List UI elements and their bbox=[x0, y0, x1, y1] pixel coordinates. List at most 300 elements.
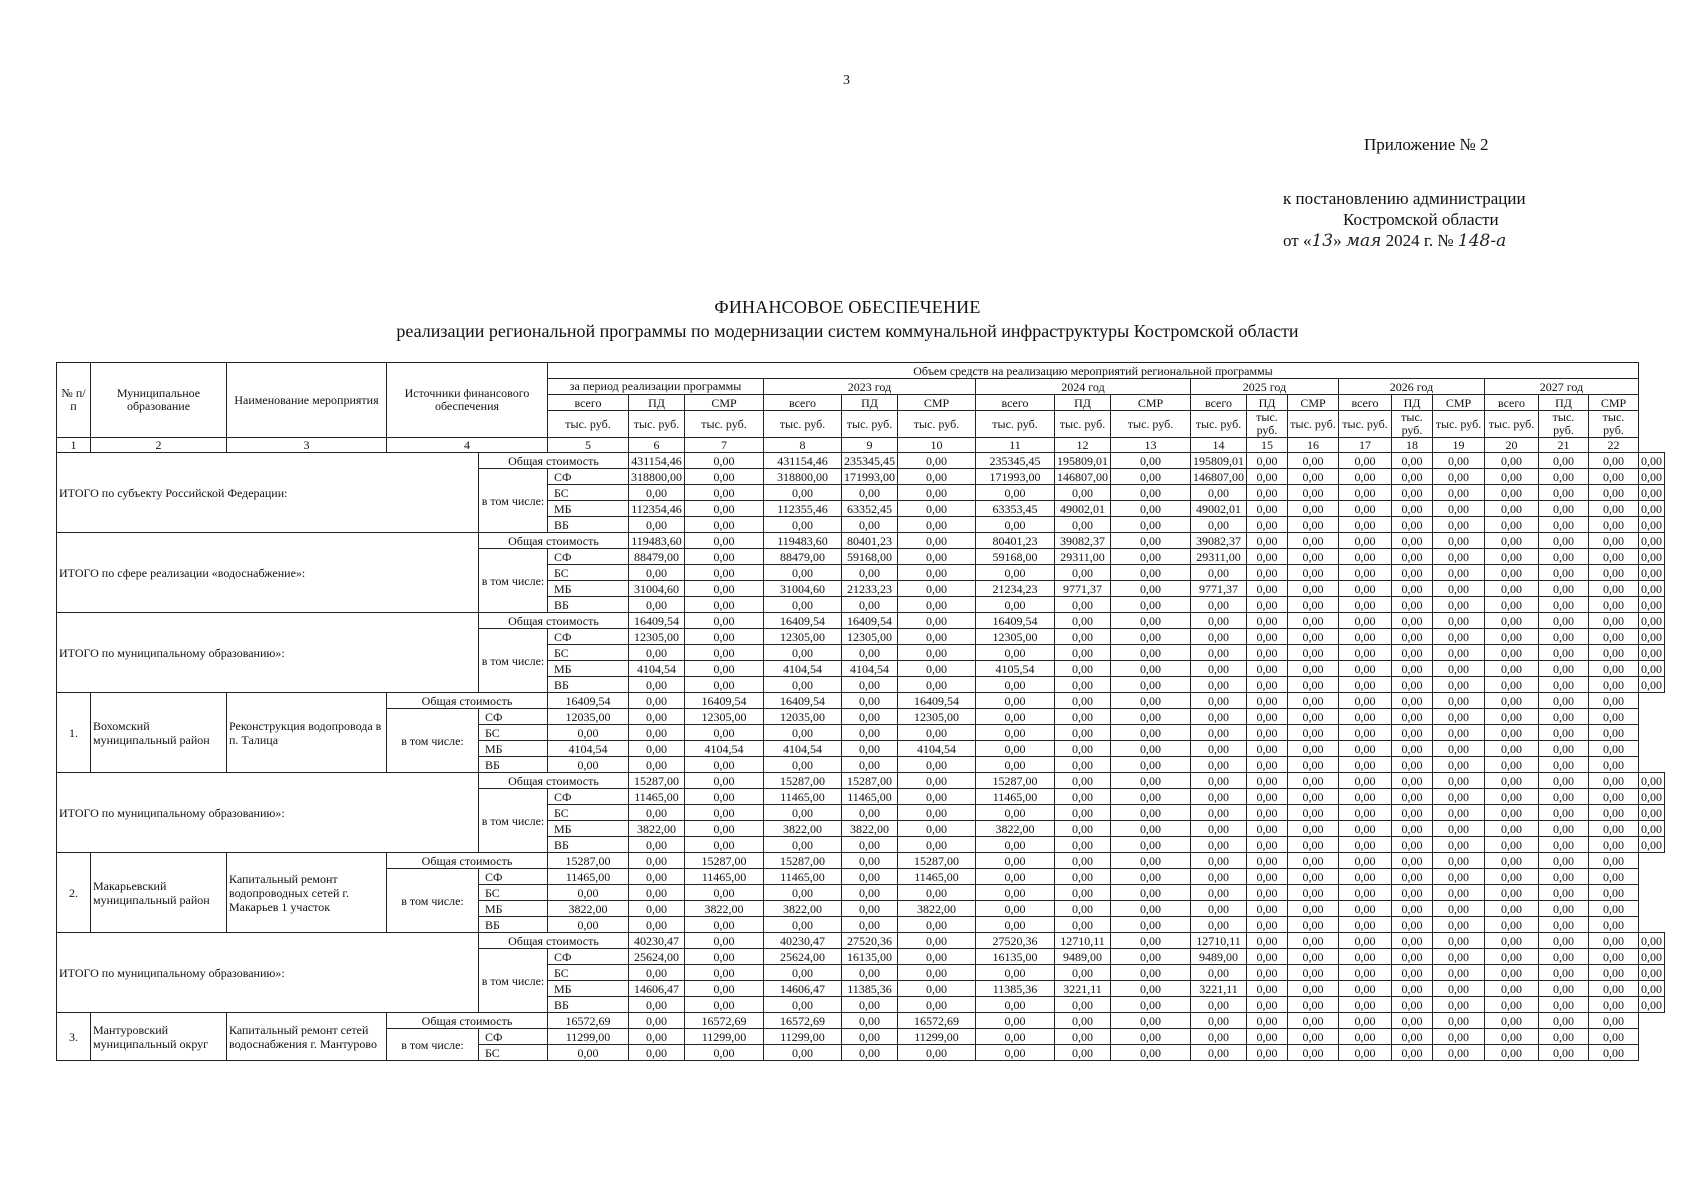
value-cell: 0,00 bbox=[548, 1045, 629, 1061]
value-cell: 0,00 bbox=[842, 869, 898, 885]
value-cell: 39082,37 bbox=[1055, 533, 1111, 549]
source-code: СФ bbox=[479, 869, 548, 885]
column-index: 11 bbox=[976, 438, 1055, 453]
value-cell: 0,00 bbox=[629, 901, 685, 917]
value-cell: 0,00 bbox=[548, 757, 629, 773]
header-unit: тыс. руб. bbox=[976, 411, 1055, 438]
value-cell: 0,00 bbox=[1539, 853, 1589, 869]
value-cell: 0,00 bbox=[898, 469, 976, 485]
value-cell: 0,00 bbox=[1485, 997, 1539, 1013]
value-cell: 0,00 bbox=[1539, 837, 1589, 853]
header-unit: тыс. руб. bbox=[1392, 411, 1433, 438]
header-unit: тыс. руб. bbox=[1288, 411, 1339, 438]
value-cell: 0,00 bbox=[685, 453, 764, 469]
value-cell: 0,00 bbox=[1433, 629, 1485, 645]
value-cell: 0,00 bbox=[1055, 869, 1111, 885]
value-cell: 0,00 bbox=[1589, 469, 1639, 485]
value-cell: 0,00 bbox=[685, 549, 764, 565]
value-cell: 0,00 bbox=[1055, 693, 1111, 709]
value-cell: 0,00 bbox=[685, 661, 764, 677]
document-subtitle: реализации региональной программы по модернизации систем коммунальной инфраструктуры Костромской области bbox=[396, 321, 1299, 341]
value-cell: 0,00 bbox=[1539, 629, 1589, 645]
source-code: ВБ bbox=[548, 997, 629, 1013]
value-cell: 0,00 bbox=[1247, 901, 1288, 917]
value-cell: 0,00 bbox=[1247, 853, 1288, 869]
value-cell: 4104,54 bbox=[685, 741, 764, 757]
value-cell: 0,00 bbox=[1191, 853, 1247, 869]
value-cell: 11465,00 bbox=[898, 869, 976, 885]
value-cell: 0,00 bbox=[1247, 821, 1288, 837]
value-cell: 0,00 bbox=[1485, 581, 1539, 597]
value-cell: 0,00 bbox=[764, 565, 842, 581]
value-cell: 0,00 bbox=[842, 693, 898, 709]
value-cell: 0,00 bbox=[976, 965, 1055, 981]
value-cell: 0,00 bbox=[1539, 933, 1589, 949]
value-cell: 0,00 bbox=[1639, 821, 1665, 837]
value-cell: 0,00 bbox=[1589, 597, 1639, 613]
value-cell: 0,00 bbox=[1639, 661, 1665, 677]
item-number: 3. bbox=[57, 1013, 91, 1061]
value-cell: 0,00 bbox=[1485, 613, 1539, 629]
value-cell: 0,00 bbox=[685, 677, 764, 693]
value-cell: 0,00 bbox=[1539, 997, 1589, 1013]
value-cell: 318800,00 bbox=[629, 469, 685, 485]
header-total: всего bbox=[548, 395, 629, 411]
value-cell: 0,00 bbox=[1589, 661, 1639, 677]
value-cell: 0,00 bbox=[1339, 693, 1392, 709]
header-smr: СМР bbox=[1288, 395, 1339, 411]
value-cell: 0,00 bbox=[629, 741, 685, 757]
value-cell: 0,00 bbox=[1589, 453, 1639, 469]
value-cell: 0,00 bbox=[976, 677, 1055, 693]
value-cell: 0,00 bbox=[1288, 629, 1339, 645]
value-cell: 11385,36 bbox=[842, 981, 898, 997]
header-pd: ПД bbox=[1247, 395, 1288, 411]
value-cell: 0,00 bbox=[1055, 805, 1111, 821]
value-cell: 0,00 bbox=[764, 805, 842, 821]
value-cell: 0,00 bbox=[1288, 485, 1339, 501]
value-cell: 0,00 bbox=[1288, 965, 1339, 981]
column-index: 21 bbox=[1539, 438, 1589, 453]
value-cell: 0,00 bbox=[1485, 469, 1539, 485]
value-cell: 0,00 bbox=[1111, 1013, 1191, 1029]
value-cell: 0,00 bbox=[1288, 917, 1339, 933]
value-cell: 0,00 bbox=[1247, 725, 1288, 741]
source-code: МБ bbox=[548, 501, 629, 517]
header-unit: тыс. руб. bbox=[842, 411, 898, 438]
date-mid: » bbox=[1333, 231, 1346, 250]
value-cell: 0,00 bbox=[1485, 677, 1539, 693]
value-cell: 0,00 bbox=[1433, 821, 1485, 837]
value-cell: 0,00 bbox=[1288, 517, 1339, 533]
value-cell: 0,00 bbox=[1589, 709, 1639, 725]
value-cell: 0,00 bbox=[898, 661, 976, 677]
value-cell: 0,00 bbox=[1247, 837, 1288, 853]
value-cell: 0,00 bbox=[898, 645, 976, 661]
header-municipality: Муниципальное образование bbox=[91, 363, 227, 438]
value-cell: 0,00 bbox=[1055, 613, 1111, 629]
value-cell: 0,00 bbox=[1191, 837, 1247, 853]
value-cell: 0,00 bbox=[1191, 901, 1247, 917]
value-cell: 0,00 bbox=[1485, 965, 1539, 981]
value-cell: 0,00 bbox=[629, 1029, 685, 1045]
value-cell: 3822,00 bbox=[842, 821, 898, 837]
including-label: в том числе: bbox=[387, 1029, 479, 1061]
measure-name: Реконструкция водопровода в п. Талица bbox=[227, 693, 387, 773]
source-code: ВБ bbox=[548, 677, 629, 693]
value-cell: 0,00 bbox=[685, 1045, 764, 1061]
value-cell: 0,00 bbox=[1339, 645, 1392, 661]
value-cell: 0,00 bbox=[1392, 645, 1433, 661]
header-pd: ПД bbox=[629, 395, 685, 411]
value-cell: 0,00 bbox=[1433, 853, 1485, 869]
value-cell: 0,00 bbox=[1111, 837, 1191, 853]
value-cell: 0,00 bbox=[1485, 917, 1539, 933]
value-cell: 0,00 bbox=[898, 1045, 976, 1061]
value-cell: 9489,00 bbox=[1055, 949, 1111, 965]
value-cell: 0,00 bbox=[1055, 629, 1111, 645]
value-cell: 0,00 bbox=[1485, 773, 1539, 789]
value-cell: 0,00 bbox=[1433, 677, 1485, 693]
value-cell: 0,00 bbox=[1639, 629, 1665, 645]
value-cell: 0,00 bbox=[1339, 709, 1392, 725]
value-cell: 0,00 bbox=[1485, 693, 1539, 709]
value-cell: 49002,01 bbox=[1055, 501, 1111, 517]
value-cell: 0,00 bbox=[1433, 917, 1485, 933]
value-cell: 0,00 bbox=[1339, 501, 1392, 517]
value-cell: 0,00 bbox=[685, 965, 764, 981]
value-cell: 0,00 bbox=[1288, 677, 1339, 693]
value-cell: 0,00 bbox=[1539, 549, 1589, 565]
value-cell: 0,00 bbox=[1288, 645, 1339, 661]
value-cell: 0,00 bbox=[1392, 869, 1433, 885]
value-cell: 0,00 bbox=[1539, 821, 1589, 837]
value-cell: 171993,00 bbox=[976, 469, 1055, 485]
value-cell: 0,00 bbox=[1288, 709, 1339, 725]
value-cell: 0,00 bbox=[1639, 789, 1665, 805]
value-cell: 0,00 bbox=[1589, 629, 1639, 645]
value-cell: 431154,46 bbox=[764, 453, 842, 469]
value-cell: 0,00 bbox=[1539, 1045, 1589, 1061]
value-cell: 0,00 bbox=[898, 773, 976, 789]
column-index: 16 bbox=[1288, 438, 1339, 453]
value-cell: 0,00 bbox=[1339, 853, 1392, 869]
value-cell: 0,00 bbox=[1392, 837, 1433, 853]
value-cell: 15287,00 bbox=[629, 773, 685, 789]
value-cell: 16409,54 bbox=[685, 693, 764, 709]
source-code: МБ bbox=[479, 901, 548, 917]
value-cell: 0,00 bbox=[1055, 757, 1111, 773]
header-unit: тыс. руб. bbox=[1247, 411, 1288, 438]
value-cell: 119483,60 bbox=[764, 533, 842, 549]
value-cell: 16409,54 bbox=[842, 613, 898, 629]
value-cell: 0,00 bbox=[1111, 693, 1191, 709]
value-cell: 0,00 bbox=[1539, 789, 1589, 805]
approval-date-line bbox=[1283, 230, 1583, 252]
source-code: СФ bbox=[548, 949, 629, 965]
value-cell: 0,00 bbox=[629, 1013, 685, 1029]
value-cell: 0,00 bbox=[1288, 997, 1339, 1013]
value-cell: 0,00 bbox=[976, 805, 1055, 821]
value-cell: 195809,01 bbox=[1191, 453, 1247, 469]
header-unit: тыс. руб. bbox=[1433, 411, 1485, 438]
value-cell: 0,00 bbox=[842, 725, 898, 741]
value-cell: 0,00 bbox=[1191, 965, 1247, 981]
value-cell: 0,00 bbox=[1433, 581, 1485, 597]
value-cell: 0,00 bbox=[1485, 1013, 1539, 1029]
value-cell: 0,00 bbox=[1589, 853, 1639, 869]
value-cell: 0,00 bbox=[1485, 629, 1539, 645]
value-cell: 0,00 bbox=[1639, 645, 1665, 661]
value-cell: 0,00 bbox=[629, 917, 685, 933]
value-cell: 0,00 bbox=[898, 533, 976, 549]
value-cell: 0,00 bbox=[629, 677, 685, 693]
header-smr: СМР bbox=[1111, 395, 1191, 411]
value-cell: 0,00 bbox=[1339, 581, 1392, 597]
value-cell: 0,00 bbox=[1288, 533, 1339, 549]
value-cell: 0,00 bbox=[1288, 725, 1339, 741]
value-cell: 0,00 bbox=[1247, 565, 1288, 581]
value-cell: 0,00 bbox=[685, 837, 764, 853]
value-cell: 0,00 bbox=[1589, 917, 1639, 933]
total-cost-label: Общая стоимость bbox=[479, 453, 629, 469]
value-cell: 0,00 bbox=[976, 997, 1055, 1013]
value-cell: 0,00 bbox=[1539, 501, 1589, 517]
value-cell: 0,00 bbox=[1639, 949, 1665, 965]
value-cell: 0,00 bbox=[898, 885, 976, 901]
value-cell: 25624,00 bbox=[629, 949, 685, 965]
value-cell: 0,00 bbox=[1392, 469, 1433, 485]
value-cell: 3221,11 bbox=[1191, 981, 1247, 997]
value-cell: 0,00 bbox=[1639, 597, 1665, 613]
value-cell: 0,00 bbox=[685, 805, 764, 821]
value-cell: 0,00 bbox=[1111, 853, 1191, 869]
value-cell: 0,00 bbox=[1639, 965, 1665, 981]
value-cell: 0,00 bbox=[976, 709, 1055, 725]
value-cell: 0,00 bbox=[1433, 613, 1485, 629]
including-label: в том числе: bbox=[479, 629, 548, 693]
value-cell: 0,00 bbox=[1111, 821, 1191, 837]
value-cell: 0,00 bbox=[1111, 485, 1191, 501]
value-cell: 15287,00 bbox=[898, 853, 976, 869]
value-cell: 0,00 bbox=[1288, 885, 1339, 901]
value-cell: 0,00 bbox=[842, 853, 898, 869]
value-cell: 0,00 bbox=[1288, 549, 1339, 565]
value-cell: 0,00 bbox=[685, 469, 764, 485]
value-cell: 0,00 bbox=[685, 789, 764, 805]
total-cost-label: Общая стоимость bbox=[387, 853, 548, 869]
value-cell: 0,00 bbox=[1288, 933, 1339, 949]
value-cell: 0,00 bbox=[1339, 901, 1392, 917]
value-cell: 235345,45 bbox=[842, 453, 898, 469]
value-cell: 0,00 bbox=[1433, 501, 1485, 517]
value-cell: 11465,00 bbox=[842, 789, 898, 805]
value-cell: 0,00 bbox=[1288, 693, 1339, 709]
value-cell: 0,00 bbox=[629, 485, 685, 501]
value-cell: 0,00 bbox=[1111, 805, 1191, 821]
value-cell: 0,00 bbox=[1392, 453, 1433, 469]
value-cell: 0,00 bbox=[1539, 757, 1589, 773]
value-cell: 0,00 bbox=[1589, 885, 1639, 901]
value-cell: 0,00 bbox=[1111, 645, 1191, 661]
value-cell: 0,00 bbox=[1485, 757, 1539, 773]
header-unit: тыс. руб. bbox=[1339, 411, 1392, 438]
value-cell: 0,00 bbox=[976, 917, 1055, 933]
value-cell: 0,00 bbox=[1539, 981, 1589, 997]
value-cell: 0,00 bbox=[898, 517, 976, 533]
value-cell: 40230,47 bbox=[629, 933, 685, 949]
value-cell: 0,00 bbox=[1191, 517, 1247, 533]
value-cell: 0,00 bbox=[1055, 837, 1111, 853]
value-cell: 21233,23 bbox=[842, 581, 898, 597]
value-cell: 0,00 bbox=[1589, 789, 1639, 805]
total-label: ИТОГО по сфере реализации «водоснабжение»: bbox=[57, 533, 479, 613]
value-cell: 0,00 bbox=[1111, 757, 1191, 773]
value-cell: 0,00 bbox=[1485, 645, 1539, 661]
value-cell: 15287,00 bbox=[685, 853, 764, 869]
value-cell: 0,00 bbox=[1339, 949, 1392, 965]
value-cell: 0,00 bbox=[1485, 933, 1539, 949]
value-cell: 0,00 bbox=[1392, 821, 1433, 837]
value-cell: 0,00 bbox=[1539, 949, 1589, 965]
value-cell: 0,00 bbox=[1339, 917, 1392, 933]
value-cell: 4104,54 bbox=[548, 741, 629, 757]
header-total: всего bbox=[1485, 395, 1539, 411]
header-unit: тыс. руб. bbox=[1485, 411, 1539, 438]
value-cell: 0,00 bbox=[842, 1045, 898, 1061]
source-code: СФ bbox=[548, 469, 629, 485]
value-cell: 0,00 bbox=[1111, 613, 1191, 629]
value-cell: 0,00 bbox=[548, 725, 629, 741]
value-cell: 0,00 bbox=[1392, 933, 1433, 949]
source-code: МБ bbox=[479, 741, 548, 757]
value-cell: 0,00 bbox=[1191, 869, 1247, 885]
value-cell: 0,00 bbox=[1111, 741, 1191, 757]
approval-line-1: к постановлению администрации bbox=[1283, 189, 1526, 208]
value-cell: 0,00 bbox=[1392, 741, 1433, 757]
value-cell: 16409,54 bbox=[629, 613, 685, 629]
value-cell: 0,00 bbox=[1247, 789, 1288, 805]
value-cell: 39082,37 bbox=[1191, 533, 1247, 549]
value-cell: 0,00 bbox=[842, 1029, 898, 1045]
value-cell: 0,00 bbox=[764, 837, 842, 853]
value-cell: 0,00 bbox=[1589, 821, 1639, 837]
value-cell: 0,00 bbox=[1111, 981, 1191, 997]
value-cell: 0,00 bbox=[842, 645, 898, 661]
value-cell: 0,00 bbox=[842, 517, 898, 533]
value-cell: 16409,54 bbox=[548, 693, 629, 709]
value-cell: 0,00 bbox=[1339, 517, 1392, 533]
value-cell: 0,00 bbox=[1111, 933, 1191, 949]
value-cell: 0,00 bbox=[685, 997, 764, 1013]
value-cell: 0,00 bbox=[1288, 949, 1339, 965]
value-cell: 0,00 bbox=[1288, 805, 1339, 821]
value-cell: 0,00 bbox=[1288, 741, 1339, 757]
value-cell: 0,00 bbox=[1339, 549, 1392, 565]
value-cell: 0,00 bbox=[1055, 997, 1111, 1013]
value-cell: 0,00 bbox=[1111, 565, 1191, 581]
value-cell: 0,00 bbox=[1485, 549, 1539, 565]
column-index: 13 bbox=[1111, 438, 1191, 453]
value-cell: 0,00 bbox=[1247, 469, 1288, 485]
table-row bbox=[57, 533, 1665, 549]
value-cell: 171993,00 bbox=[842, 469, 898, 485]
value-cell: 0,00 bbox=[1339, 933, 1392, 949]
value-cell: 0,00 bbox=[1589, 645, 1639, 661]
column-index: 6 bbox=[629, 438, 685, 453]
value-cell: 0,00 bbox=[1392, 981, 1433, 997]
source-code: СФ bbox=[479, 709, 548, 725]
header-total: всего bbox=[976, 395, 1055, 411]
appendix-label: Приложение № 2 bbox=[1364, 135, 1489, 154]
value-cell: 0,00 bbox=[1392, 613, 1433, 629]
value-cell: 21234,23 bbox=[976, 581, 1055, 597]
header-total: всего bbox=[1191, 395, 1247, 411]
value-cell: 0,00 bbox=[976, 565, 1055, 581]
value-cell: 0,00 bbox=[976, 725, 1055, 741]
value-cell: 12035,00 bbox=[548, 709, 629, 725]
value-cell: 0,00 bbox=[1539, 613, 1589, 629]
value-cell: 0,00 bbox=[1392, 629, 1433, 645]
source-code: БС bbox=[479, 885, 548, 901]
value-cell: 0,00 bbox=[1539, 469, 1589, 485]
source-code: БС bbox=[548, 965, 629, 981]
value-cell: 0,00 bbox=[1539, 661, 1589, 677]
value-cell: 0,00 bbox=[1247, 949, 1288, 965]
value-cell: 0,00 bbox=[1191, 725, 1247, 741]
value-cell: 4105,54 bbox=[976, 661, 1055, 677]
value-cell: 0,00 bbox=[1191, 629, 1247, 645]
value-cell: 0,00 bbox=[1433, 837, 1485, 853]
item-number: 2. bbox=[57, 853, 91, 933]
value-cell: 0,00 bbox=[1055, 741, 1111, 757]
value-cell: 0,00 bbox=[1485, 949, 1539, 965]
value-cell: 0,00 bbox=[976, 885, 1055, 901]
value-cell: 146807,00 bbox=[1055, 469, 1111, 485]
value-cell: 88479,00 bbox=[764, 549, 842, 565]
value-cell: 0,00 bbox=[1433, 517, 1485, 533]
value-cell: 80401,23 bbox=[842, 533, 898, 549]
value-cell: 4104,54 bbox=[898, 741, 976, 757]
value-cell: 0,00 bbox=[1111, 549, 1191, 565]
value-cell: 0,00 bbox=[629, 1045, 685, 1061]
value-cell: 0,00 bbox=[1589, 565, 1639, 581]
value-cell: 0,00 bbox=[1589, 517, 1639, 533]
value-cell: 0,00 bbox=[1247, 869, 1288, 885]
value-cell: 0,00 bbox=[1539, 917, 1589, 933]
total-label: ИТОГО по субъекту Российской Федерации: bbox=[57, 453, 479, 533]
value-cell: 3822,00 bbox=[764, 901, 842, 917]
header-pd: ПД bbox=[842, 395, 898, 411]
value-cell: 0,00 bbox=[842, 837, 898, 853]
value-cell: 0,00 bbox=[685, 613, 764, 629]
header-num: № п/п bbox=[57, 363, 91, 438]
value-cell: 0,00 bbox=[1191, 997, 1247, 1013]
value-cell: 0,00 bbox=[629, 997, 685, 1013]
column-index-row bbox=[57, 438, 1665, 453]
column-index: 2 bbox=[91, 438, 227, 453]
value-cell: 0,00 bbox=[1247, 485, 1288, 501]
value-cell: 0,00 bbox=[898, 965, 976, 981]
value-cell: 0,00 bbox=[1339, 533, 1392, 549]
value-cell: 0,00 bbox=[898, 613, 976, 629]
value-cell: 0,00 bbox=[548, 917, 629, 933]
value-cell: 0,00 bbox=[1639, 997, 1665, 1013]
value-cell: 0,00 bbox=[1392, 533, 1433, 549]
value-cell: 0,00 bbox=[1191, 821, 1247, 837]
value-cell: 4104,54 bbox=[842, 661, 898, 677]
column-index: 17 bbox=[1339, 438, 1392, 453]
